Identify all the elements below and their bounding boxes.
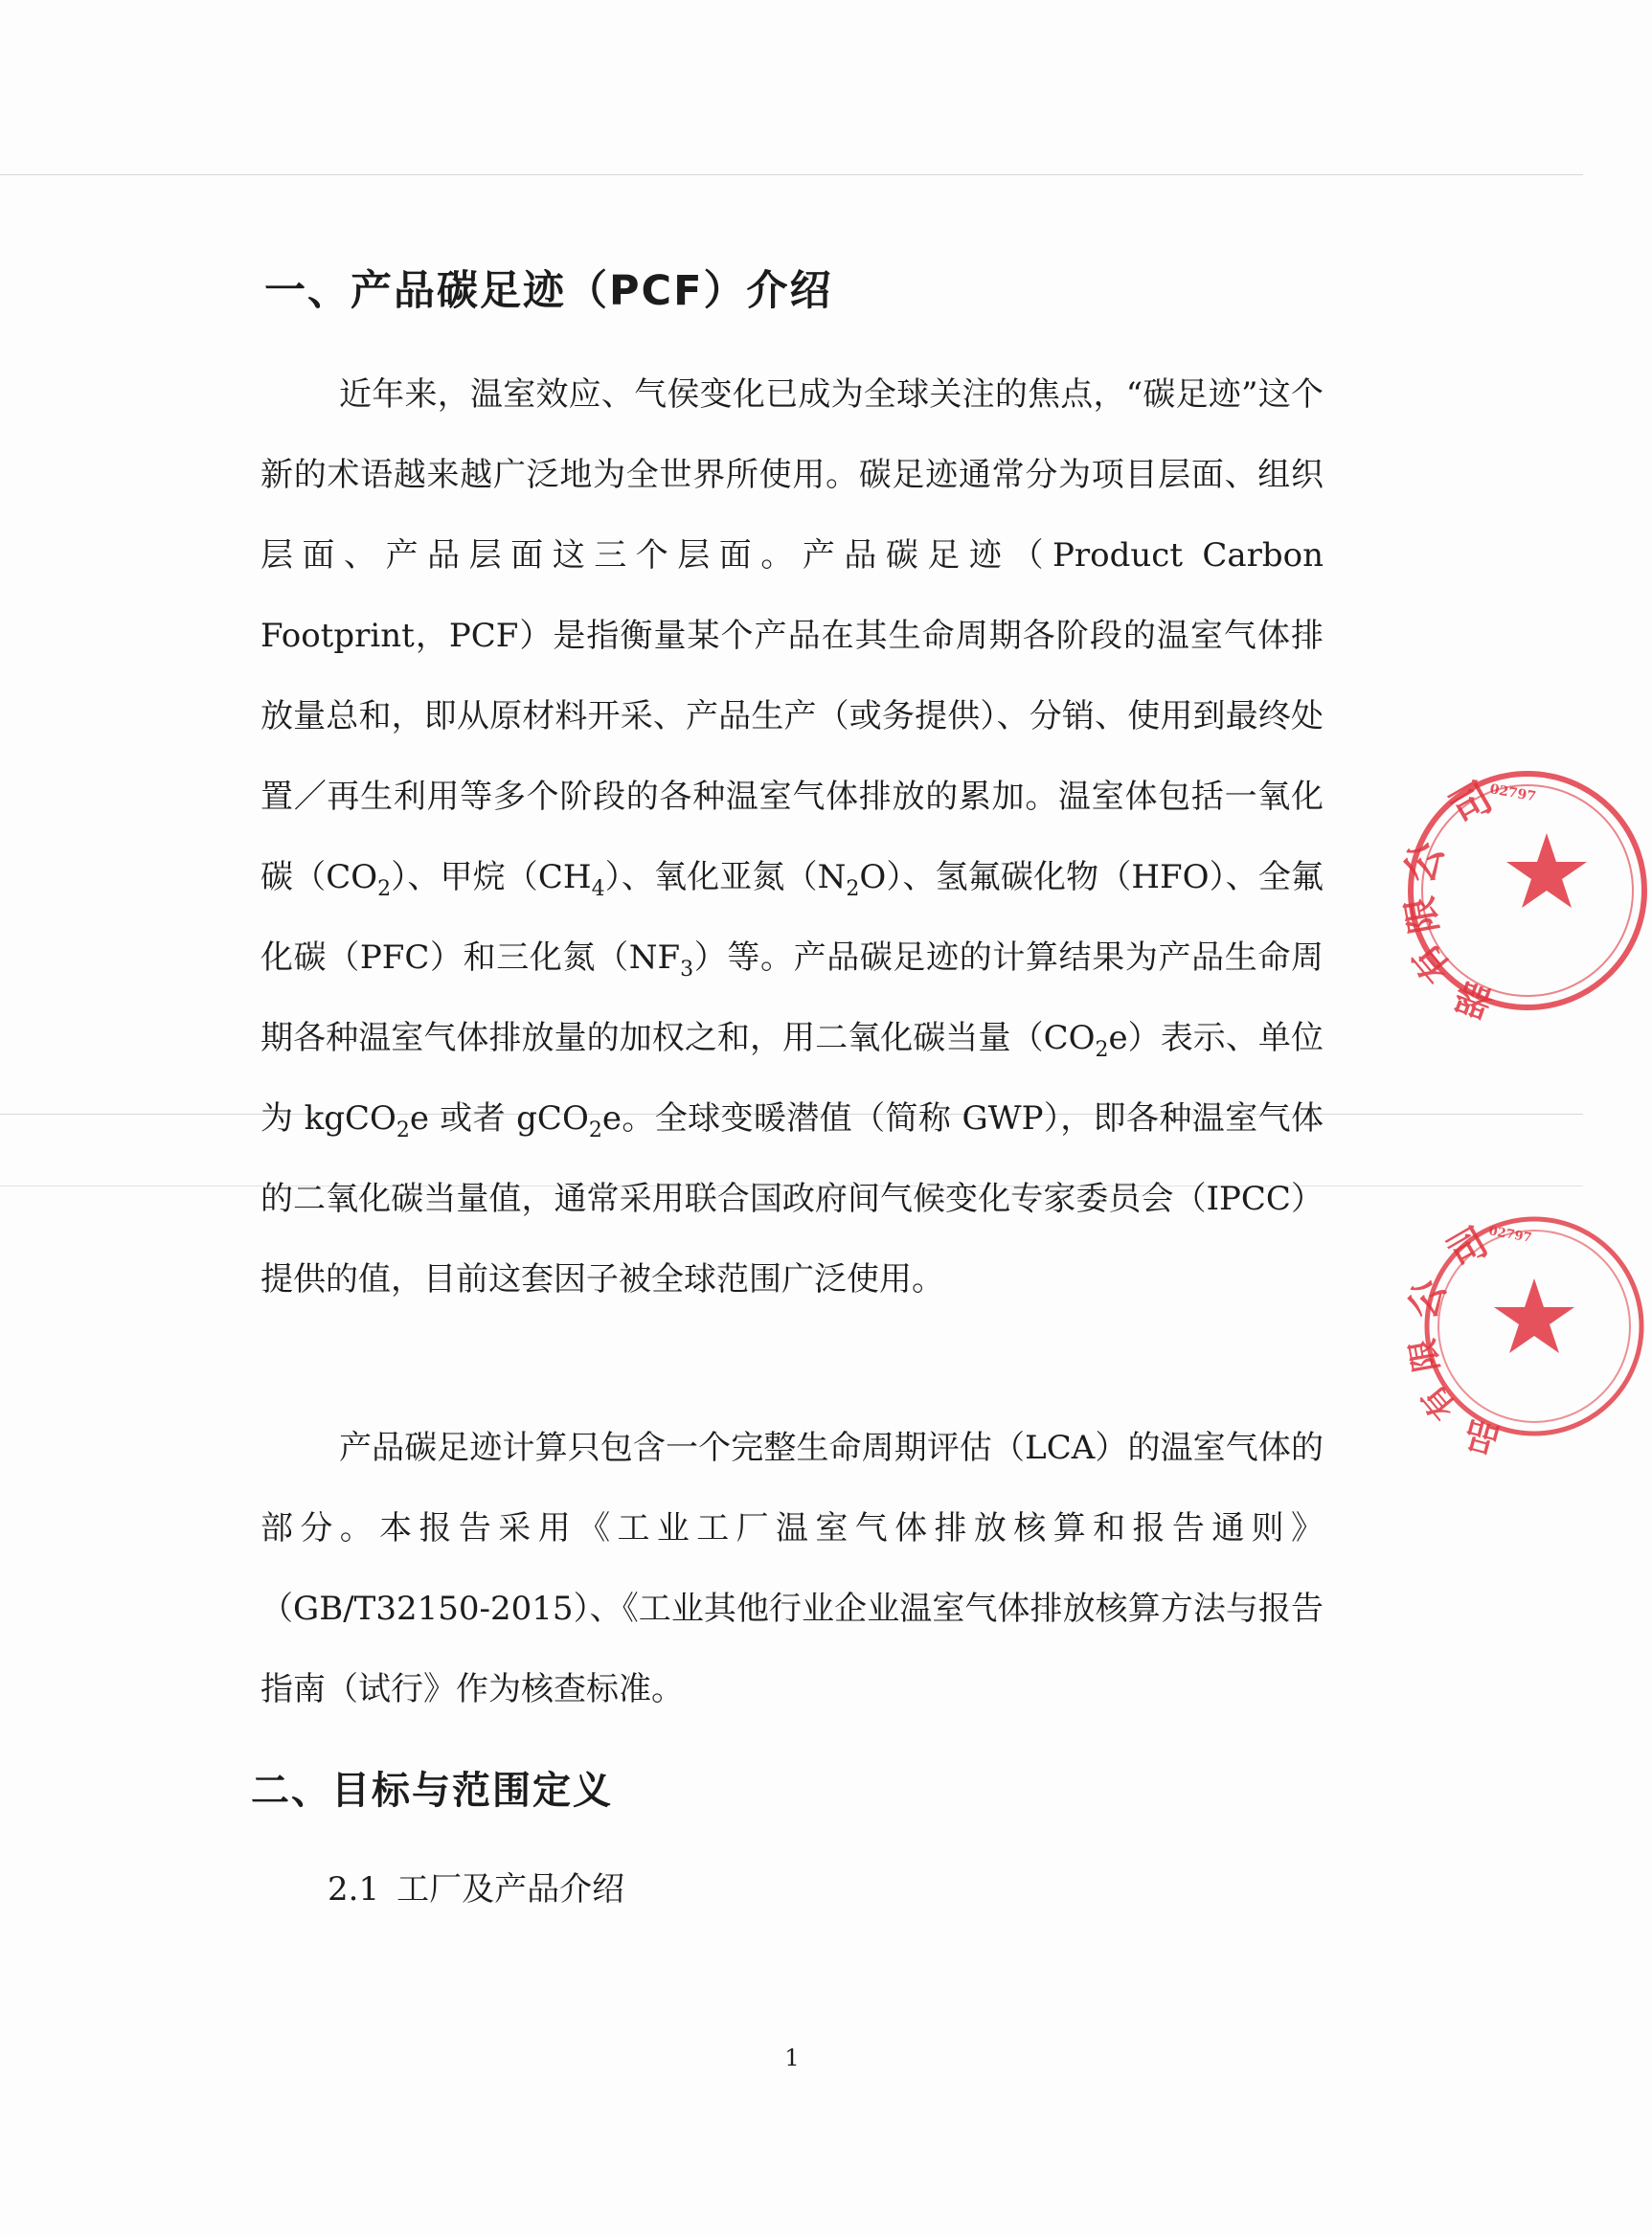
- svg-text:公: 公: [1399, 1273, 1456, 1325]
- paragraph-text-run: 近年来，温室效应、气侯变化已成为全球关注的焦点，“碳足迹”这个新的术语越来越广泛地为全世界所使用。碳足迹通常分为项目层面、组织层面、产品层面这三个层面。产品碳足迹（Product Carbon Footprint，PCF）是指衡量某个产品在其生命周期各阶段的温室气体排放量总和，即从原材料开采、产品生产（或务提供）、分销、使用到最终处置／再生利用等多个阶段的各种温室气体排放的累加。温室体包括一氧化碳（CO: [260, 375, 1324, 896]
- paragraph-text-run: ）、甲烷（CH: [391, 858, 592, 896]
- paragraph-text-run: e。全球变暖潜值（简称 GWP），即各种温室气体的二氧化碳当量值，通常采用联合国政府间气候变化专家委员会（IPCC）提供的值，目前这套因子被全球范围广泛使用。: [260, 1099, 1324, 1299]
- svg-text:司: 司: [1439, 1218, 1496, 1277]
- page-number: 1: [784, 2045, 800, 2071]
- svg-text:品: 品: [1460, 1412, 1505, 1460]
- formula-subscript: 3: [680, 957, 694, 982]
- scan-artifact-line: [0, 174, 1583, 175]
- paragraph-text-run: O）、氢氟碳化物（HFO）、全氟化碳（PFC）和三化氮（NF: [260, 858, 1324, 977]
- intro-paragraph: [260, 354, 1324, 1320]
- svg-text:公: 公: [1394, 835, 1453, 890]
- svg-text:02797: 02797: [1487, 1224, 1533, 1246]
- svg-text:02797: 02797: [1488, 781, 1538, 805]
- svg-text:限: 限: [1396, 893, 1446, 938]
- formula-subscript: 2: [846, 876, 860, 901]
- svg-text:限: 限: [1403, 1335, 1447, 1375]
- company-seal-stamp: [1399, 1211, 1649, 1460]
- svg-text:有: 有: [1414, 1377, 1464, 1427]
- paragraph-text-run: ）、氧化亚氮（N: [604, 858, 847, 896]
- formula-subscript: 4: [591, 876, 605, 901]
- subsection-heading: [328, 1863, 624, 1909]
- formula-subscript: 2: [588, 1118, 602, 1142]
- formula-subscript: 2: [1095, 1037, 1109, 1062]
- formula-subscript: 2: [396, 1118, 410, 1142]
- company-seal-stamp: [1394, 766, 1652, 1027]
- section-heading-2: 二、目标与范围定义: [251, 1769, 613, 1813]
- svg-text:有: 有: [1402, 936, 1460, 992]
- scope-paragraph: 产品碳足迹计算只包含一个完整生命周期评估（LCA）的温室气体的部分。本报告采用《工业工厂温室气体排放核算和报告通则》（GB/T32150-2015）、《工业其他行业企业温室气体排放核算方法与报告指南（试行》作为核查标准。: [260, 1429, 1324, 1708]
- paragraph-text-run: ）等。产品碳足迹的计算结果为产品生命周期各种温室气体排放量的加权之和，用二氧化碳当量（CO: [260, 938, 1324, 1057]
- subsection-title: 工厂及产品介绍: [396, 1870, 625, 1909]
- formula-subscript: 2: [377, 876, 392, 901]
- svg-text:器: 器: [1448, 973, 1499, 1027]
- section-heading-1: 一、产品碳足迹（PCF）介绍: [264, 267, 833, 315]
- paragraph-text-run: e）表示、单位为 kgCO: [260, 1019, 1324, 1138]
- paragraph-text-run: e 或者 gCO: [409, 1099, 589, 1138]
- svg-text:司: 司: [1441, 773, 1501, 834]
- subsection-number: 2.1: [328, 1870, 380, 1909]
